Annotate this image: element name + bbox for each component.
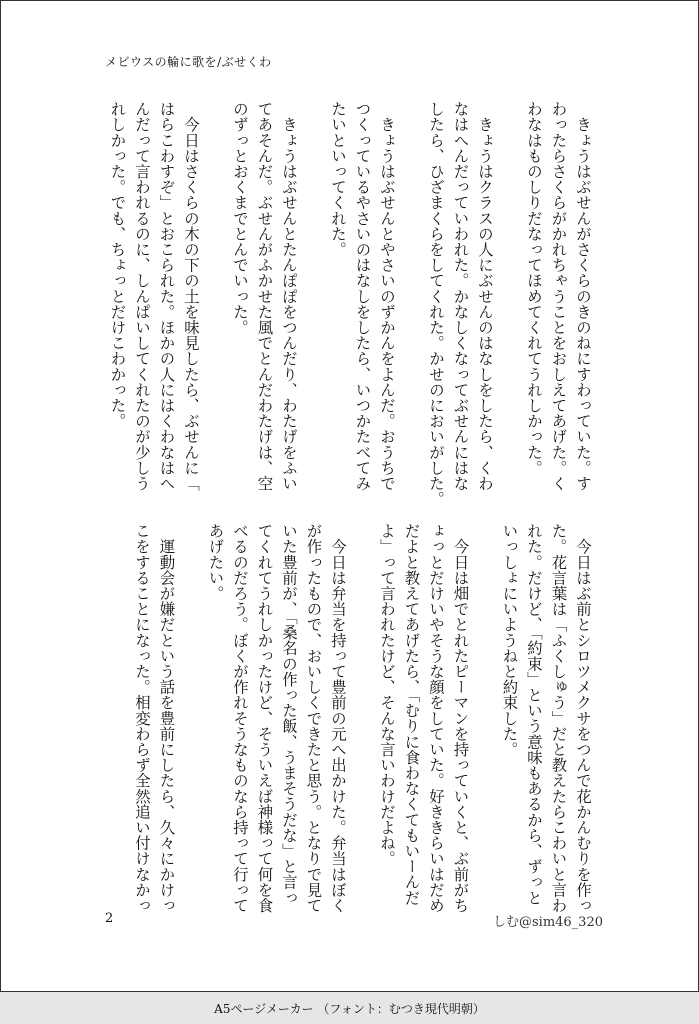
text-column: あげたい。 — [206, 523, 225, 601]
text-column: わなはものしりだなってほめてくれてうれしかった。 — [525, 101, 543, 476]
text-column: た。花言葉は「ふくしゅう」だと教えたらこわいと言わ — [549, 523, 568, 913]
text-column — [399, 101, 424, 491]
text-column: きょうはクラスの人にぶせんのはなしをしたら、くわ — [476, 101, 494, 491]
text-column: したら、ひざまくらをしてくれた。かせのにおいがした。 — [427, 101, 445, 507]
bottom-text-block — [130, 523, 596, 913]
text-column — [301, 101, 326, 491]
page-number: 2 — [105, 911, 114, 926]
author-handle: しむ@sim46_320 — [492, 915, 603, 930]
page-header-title: メビウスの輪に歌を/ぶせくわ — [105, 55, 272, 69]
text-column: きょうはぶせんとやさいのずかんをよんだ。おうちで — [378, 101, 396, 491]
text-column: ょっとだけいやそうな顔をしていた。好ききらいはだめ — [427, 523, 445, 913]
text-column: 運動会が嫌だという話を豊前にしたら、久々にかけっ — [157, 523, 176, 913]
text-column: 今日は弁当を持って豊前の元へ出かけた。弁当はぼく — [329, 523, 347, 913]
text-column: んだって言われるのに、しんぱいしてくれたのが少しう — [133, 101, 151, 491]
text-column: が作ったもので、おいしくできたと思う。となりで見て — [304, 523, 323, 913]
text-column: たいといってくれた。 — [329, 101, 347, 257]
text-column — [350, 523, 375, 903]
text-column: いっしょにいようねと約束した。 — [500, 523, 519, 757]
text-column: だよと教えてあげたら、「むりに食わなくてもいーんだ — [402, 523, 421, 906]
text-column: べるのだろう。ぼくが作れそうなものなら持って行って — [231, 523, 249, 913]
text-column: いた豊前が、「桑名の作った飯、うまそうだな」と言っ — [280, 523, 298, 906]
text-column: てくれてうれしかったけど、そういえば神様って何を食 — [255, 523, 274, 913]
text-column — [203, 101, 228, 491]
text-column — [179, 523, 204, 903]
text-column: こをすることになった。相変わらず全然追い付けなかっ — [133, 523, 151, 913]
top-text-block — [105, 101, 595, 507]
text-column: のずっとおくまでとんでいった。 — [231, 101, 249, 335]
text-column: きょうはぶせんがさくらのきのねにすわっていた。す — [574, 101, 592, 491]
footer-caption: A5ページメーカー （フォント：むつき現代明朝） — [214, 1002, 485, 1016]
text-column: わったらさくらがかれちゃうことをおしえてあげた。く — [549, 101, 568, 491]
text-column: れた。だけど、「約束」という意味もあるから、ずっと — [525, 523, 543, 906]
text-column — [473, 523, 498, 903]
text-column: はらこわすぞ」とおこられた。ほかの人にはくわなはへ — [157, 101, 176, 491]
text-column: つくっているやさいのはなしをしたら、いつかたべてみ — [353, 101, 372, 491]
text-column: 今日はぶ前とシロツメクサをつんで花かんむりを作っ — [574, 523, 592, 913]
text-column: よ」って言われたけど、そんな言いわけだよね。 — [378, 523, 396, 867]
text-column: 今日は畑でとれたピーマンを持っていくと、ぶ前がち — [451, 523, 470, 913]
text-column: 今日はさくらの木の下の土を味見したら、ぶせんに「 — [182, 101, 200, 491]
text-column: きょうはぶせんとたんぽぽをつんだり、わたげをふい — [280, 101, 298, 491]
text-column: てあそんだ。ぶせんがふかせた風でとんだわたげは、空 — [255, 101, 274, 491]
text-column: なはへんだっていわれた。かなしくなってぶせんにはな — [451, 101, 470, 491]
text-column — [497, 101, 522, 491]
text-column: れしかった。でも、ちょっとだけこわかった。 — [108, 101, 127, 429]
